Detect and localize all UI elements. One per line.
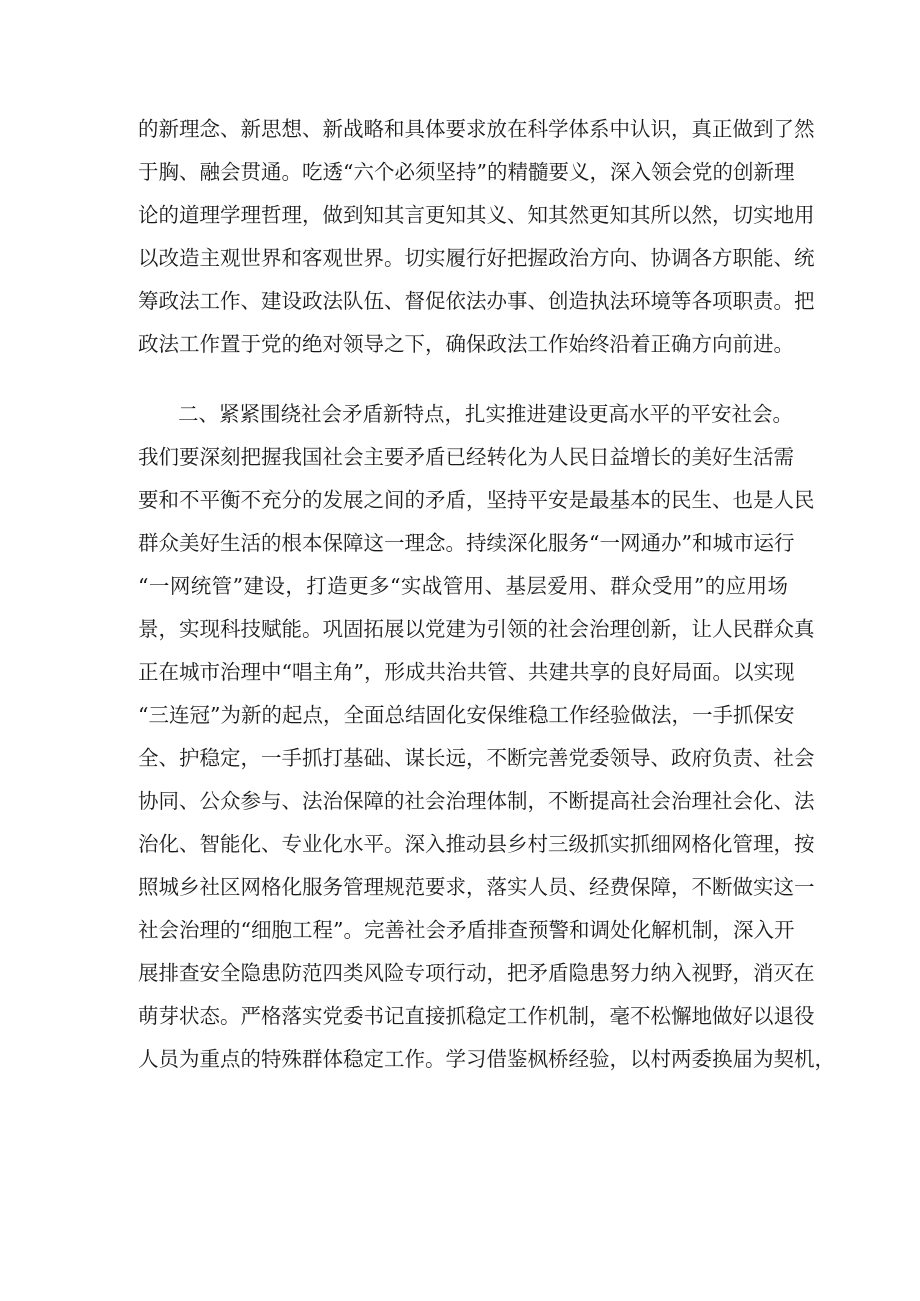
paragraph-line: “一网统管”建设，打造更多“实战管用、基层爱用、群众受用”的应用场 xyxy=(138,574,788,598)
paragraph-line: 正在城市治理中“唱主角”，形成共治共管、共建共享的良好局面。以实现 xyxy=(138,660,795,684)
paragraph-line: 筹政法工作、建设政法队伍、督促依法办事、创造执法环境等各项职责。把 xyxy=(138,289,815,313)
paragraph-line: 以改造主观世界和客观世界。切实履行好把握政治方向、协调各方职能、统 xyxy=(138,246,815,270)
paragraph-line: 论的道理学理哲理，做到知其言更知其义、知其然更知其所以然，切实地用 xyxy=(138,203,815,227)
paragraph-line: 景，实现科技赋能。巩固拓展以党建为引领的社会治理创新，让人民群众真 xyxy=(138,617,815,641)
paragraph-line: “三连冠”为新的起点，全面总结固化安保维稳工作经验做法，一手抓保安 xyxy=(138,703,795,727)
paragraph-line: 治化、智能化、专业化水平。深入推动县乡村三级抓实抓细网格化管理，按 xyxy=(138,832,815,856)
paragraph-line: 社会治理的“细胞工程”。完善社会矛盾排查预警和调处化解机制，深入开 xyxy=(138,918,795,942)
paragraph-line: 于胸、融会贯通。吃透“六个必须坚持”的精髓要义，深入领会党的创新理 xyxy=(138,160,795,184)
paragraph-line: 萌芽状态。严格落实党委书记直接抓稳定工作机制，毫不松懈地做好以退役 xyxy=(138,1004,815,1028)
paragraph-line: 协同、公众参与、法治保障的社会治理体制，不断提高社会治理社会化、法 xyxy=(138,789,815,813)
section-heading: 二、紧紧围绕社会矛盾新特点，扎实推进建设更高水平的平安社会。 xyxy=(178,402,793,426)
paragraph-line: 要和不平衡不充分的发展之间的矛盾，坚持平安是最基本的民生、也是人民 xyxy=(138,488,815,512)
paragraph-line: 的新理念、新思想、新战略和具体要求放在科学体系中认识，真正做到了然 xyxy=(138,117,815,141)
paragraph-line: 全、护稳定，一手抓打基础、谋长远，不断完善党委领导、政府负责、社会 xyxy=(138,746,815,770)
paragraph-line: 展排查安全隐患防范四类风险专项行动，把矛盾隐患努力纳入视野，消灭在 xyxy=(138,961,815,985)
paragraph-line: 人员为重点的特殊群体稳定工作。学习借鉴枫桥经验，以村两委换届为契机， xyxy=(138,1047,835,1071)
paragraph-line: 群众美好生活的根本保障这一理念。持续深化服务“一网通办”和城市运行 xyxy=(138,531,795,555)
paragraph-line: 我们要深刻把握我国社会主要矛盾已经转化为人民日益增长的美好生活需 xyxy=(138,445,794,469)
paragraph-line: 照城乡社区网格化服务管理规范要求，落实人员、经费保障，不断做实这一 xyxy=(138,875,815,899)
paragraph-line: 政法工作置于党的绝对领导之下，确保政法工作始终沿着正确方向前进。 xyxy=(138,332,794,356)
